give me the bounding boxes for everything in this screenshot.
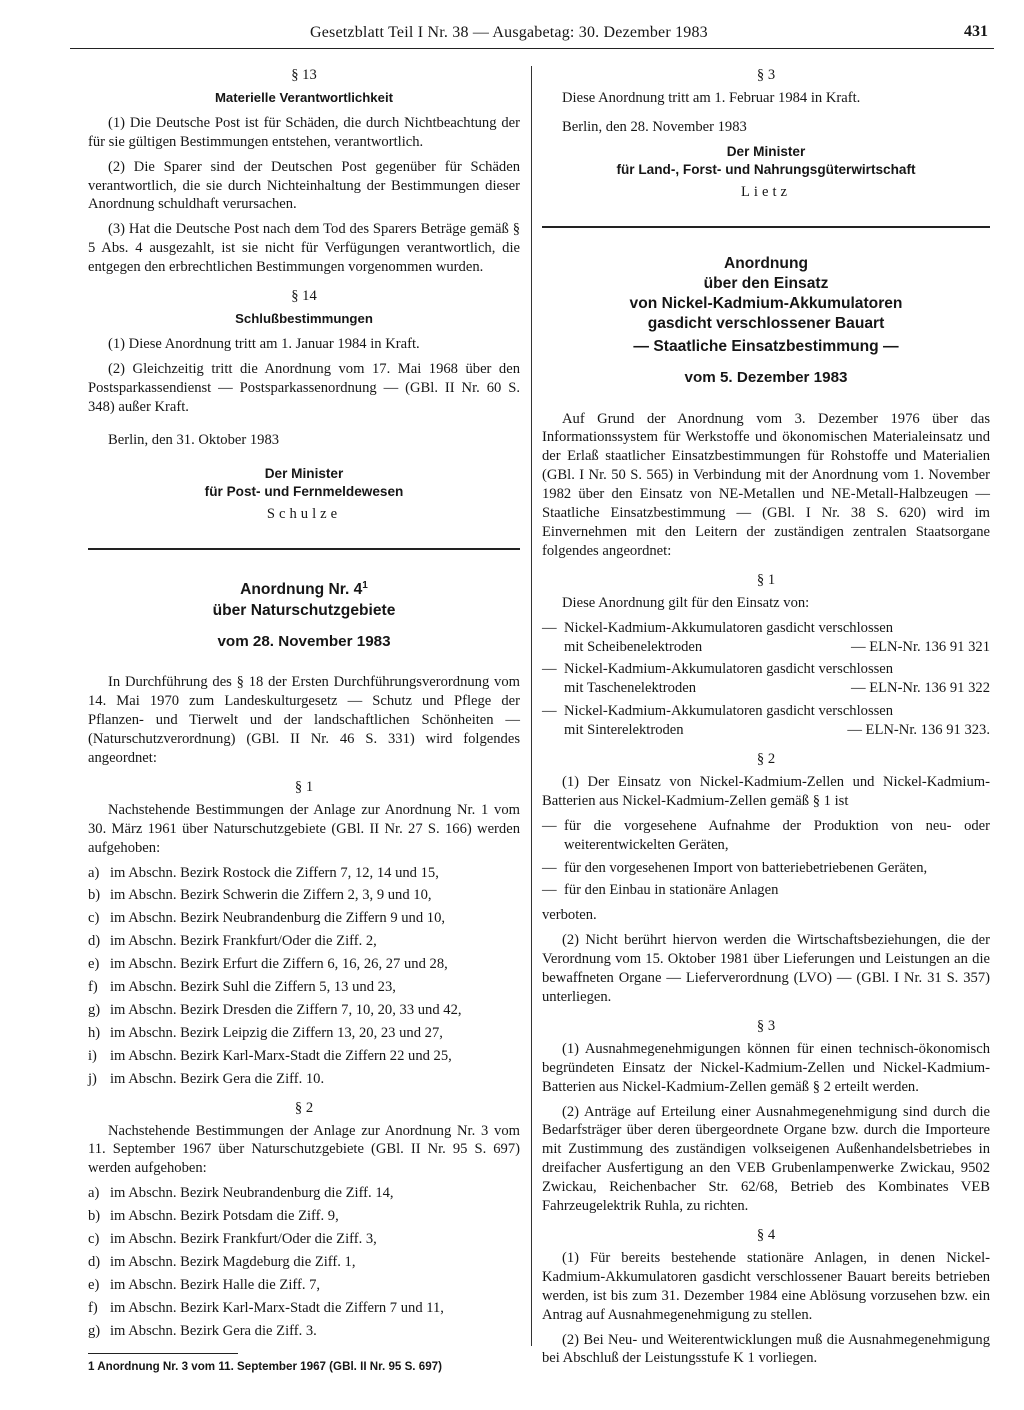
paragraph: Diese Anordnung tritt am 1. Februar 1984 in Kraft. [562, 89, 861, 106]
list-item: — Nickel-Kadmium-Akkumulatoren gasdicht verschlossen mit Taschenelektroden — ELN-Nr. 136 91 322 [542, 661, 990, 697]
paragraph: (1) Diese Anordnung tritt am 1. Januar 1984 in Kraft. [108, 335, 420, 352]
section-sign: § 1 [294, 778, 314, 795]
document-title: Anordnung [723, 254, 808, 272]
list-item: — für den vorgesehenen Import von batteriebetriebenen Geräten, [542, 859, 928, 876]
signer-name: Lietz [741, 183, 791, 200]
footnote: 1 Anordnung Nr. 3 vom 11. September 1967 (GBl. II Nr. 95 S. 697) [88, 1359, 442, 1373]
document-title-line: über Naturschutzgebiete [212, 601, 396, 619]
list-item: a) im Abschn. Bezirk Neubrandenburg die Ziff. 14, [88, 1185, 394, 1202]
section-rule [88, 548, 520, 550]
signer-name: Schulze [266, 506, 342, 523]
section-sign: § 2 [756, 751, 776, 768]
list-item: c) im Abschn. Bezirk Neubrandenburg die Ziffern 9 und 10, [88, 910, 446, 927]
document-title-line: gasdicht verschlossener Bauart [647, 314, 885, 332]
paragraph: (2) Nicht berührt hiervon werden die Wirtschaftsbeziehungen, die der Verordnung vom 15. Oktober 1981 über Lieferungen und Leistungen an die bewaffneten Organe — Lieferverordnung (LVO) — (GBl. I Nr. 31 S. 357) unterliegen. [542, 932, 990, 1005]
paragraph: (1) Ausnahmegenehmigungen können für einen technisch-ökonomisch begründeten Einsatz der Nickel-Kadmium-Zellen und Nickel-Kadmium-Batterien aus Nickel-Kadmium-Zellen gemäß § 2 erteilt werden. [542, 1040, 990, 1095]
footnote-rule [88, 1353, 238, 1354]
list-item: b) im Abschn. Bezirk Schwerin die Ziffern 2, 3, 9 und 10, [88, 887, 432, 904]
list-item: e) im Abschn. Bezirk Erfurt die Ziffern 6, 16, 26, 27 und 28, [88, 956, 448, 973]
section-sign: § 13 [291, 67, 317, 83]
paragraph: Diese Anordnung gilt für den Einsatz von: [562, 594, 810, 611]
paragraph: verboten. [542, 907, 597, 924]
paragraph: (1) Für bereits bestehende stationäre Anlagen, in denen Nickel-Kadmium-Akkumulatoren gasdicht verschlossener Bauart bereits betrieben werden, ist bis zum 31. Dezember 1984 eine Ablösung vorzusehen bzw. ein Antrag auf Ausnahmegenehmigung zu stellen. [542, 1249, 990, 1323]
document-title: Anordnung Nr. $4^1$ [240, 580, 368, 599]
signer-ministry: für Post- und Fernmeldewesen [204, 484, 404, 500]
section-heading: Materielle Verantwortlichkeit [214, 89, 394, 105]
paragraph: (1) Die Deutsche Post ist für Schäden, die durch Nichtbeachtung der für sie gültigen Bestimmungen entstehen, verantwortlich. [88, 114, 520, 150]
document-title-line: von Nickel-Kadmium-Akkumulatoren [629, 294, 903, 312]
paragraph: (2) Anträge auf Erteilung einer Ausnahmegenehmigung sind durch die Bedarfsträger über deren übergeordnete Organe bzw. durch die Importeure mit Zustimmung des zuständigen volkseigenen Außenhandelsbetriebes in dreifacher Ausfertigung an den VEB Grubenlampenwerke Zwickau, 9502 Zwickau, Reichenbacher Str. 62/68, Betrieb des Kombinates VEB Fahrzeugelektrik Ruhla, zu richten. [542, 1103, 990, 1215]
paragraph: (1) Der Einsatz von Nickel-Kadmium-Zellen und Nickel-Kadmium-Batterien aus Nickel-Kadmium-Zellen gemäß § 1 ist [542, 773, 990, 809]
section-sign: § 1 [756, 571, 776, 588]
signer-ministry: für Land-, Forst- und Nahrungsgüterwirtschaft [616, 161, 916, 177]
list-item: — für den Einbau in stationäre Anlagen [542, 882, 779, 899]
paragraph: (2) Die Sparer sind der Deutschen Post gegenüber für Schäden verantwortlich, die sie durch Nichteinhaltung der Bestimmungen dieser Anordnung schuldhaft verursachen. [88, 158, 520, 213]
list-item: d) im Abschn. Bezirk Magdeburg die Ziff. 1, [88, 1253, 356, 1270]
section-sign: § 2 [294, 1099, 314, 1116]
paragraph: (3) Hat die Deutsche Post nach dem Tod des Sparers Beträge gemäß § 5 Abs. 4 ausgezahlt, ist sie nicht für Verfügungen verantwortlich, die entgegen den erbrechtlichen Bestimmungen vorgenommen wurden. [88, 221, 520, 276]
page-number: 431 [964, 23, 988, 40]
document-date: vom 5. Dezember 1983 [684, 368, 848, 386]
repeal-list [88, 864, 520, 1089]
section-sign: § 4 [756, 1226, 776, 1243]
list-item: — Nickel-Kadmium-Akkumulatoren gasdicht verschlossen mit Scheibenelektroden — ELN-Nr. 136 91 321 [542, 619, 990, 655]
sign-place-date: Berlin, den 28. November 1983 [562, 118, 747, 135]
list-item: c) im Abschn. Bezirk Frankfurt/Oder die Ziff. 3, [88, 1231, 377, 1248]
repeal-list [88, 1184, 520, 1340]
running-title: Gesetzblatt Teil I Nr. 38 — Ausgabetag: 30. Dezember 1983 [310, 24, 708, 41]
signer-title: Der Minister [264, 466, 344, 482]
document-subtitle: — Staatliche Einsatzbestimmung — [633, 337, 899, 355]
list-item: — für die vorgesehene Aufnahme der Produktion von neu- oder weiterentwickelten Geräten, [542, 817, 990, 853]
preamble: Auf Grund der Anordnung vom 3. Dezember 1976 über das Informationssystem für Werkstoffe und ökonomischen Materialeinsatz und der Erlaß staatlicher Einsatzbestimmungen für Rohstoffe und Materialien (GBl. I Nr. 50 S. 565) in Verbindung mit der Anordnung vom 1. November 1982 über den Einsatz von NE-Metallen und NE-Metall-Halbzeugen — Staatliche Einsatzbestimmung — (GBl. I Nr. 38 S. 620) wird im Einvernehmen mit den Leitern der zuständigen zentralen Staatsorgane folgendes angeordnet: [542, 410, 990, 559]
list-item: e) im Abschn. Bezirk Halle die Ziff. 7, [88, 1276, 321, 1293]
list-item: g) im Abschn. Bezirk Dresden die Ziffern 7, 10, 20, 33 und 42, [88, 1002, 462, 1018]
document-title-line: über den Einsatz [703, 274, 829, 292]
paragraph: (2) Gleichzeitig tritt die Anordnung vom 17. Mai 1968 über den Postsparkassendienst — Postsparkassenordnung — (GBl. II Nr. 60 S. 348) außer Kraft. [88, 360, 520, 415]
section-heading: Schlußbestimmungen [235, 310, 373, 326]
list-item: g) im Abschn. Bezirk Gera die Ziff. 3. [88, 1322, 317, 1339]
list-item: — Nickel-Kadmium-Akkumulatoren gasdicht verschlossen mit Sinterelektroden — ELN-Nr. 136 91 323. [542, 703, 990, 739]
page-header [70, 22, 994, 49]
list-item: h) im Abschn. Bezirk Leipzig die Ziffern 13, 20, 23 und 27, [88, 1024, 443, 1041]
left-column [88, 66, 520, 1377]
signer-title: Der Minister [726, 143, 806, 159]
list-item: d) im Abschn. Bezirk Frankfurt/Oder die Ziff. 2, [88, 933, 377, 950]
list-item: i) im Abschn. Bezirk Karl-Marx-Stadt die Ziffern 22 und 25, [88, 1047, 452, 1064]
preamble: In Durchführung des § 18 der Ersten Durchführungsverordnung vom 14. Mai 1970 zum Landeskulturgesetz — Schutz und Pflege der Pflanzen- und Tierwelt und der landschaftlichen Schönheiten — (Naturschutzverordnung) (GBl. II Nr. 46 S. 331) wird folgendes angeordnet: [88, 674, 520, 767]
section-sign: § 3 [756, 67, 776, 83]
sign-place-date: Berlin, den 31. Oktober 1983 [108, 431, 280, 448]
document-date: vom 28. November 1983 [217, 632, 391, 650]
section-sign: § 14 [291, 288, 317, 305]
right-column [542, 66, 990, 1374]
list-item: a) im Abschn. Bezirk Rostock die Ziffern 7, 12, 14 und 15, [88, 864, 439, 881]
section-sign: § 3 [756, 1017, 776, 1034]
paragraph: Nachstehende Bestimmungen der Anlage zur Anordnung Nr. 3 vom 11. September 1967 über Naturschutzgebiete (GBl. II Nr. 95 S. 697) werden aufgehoben: [88, 1122, 520, 1177]
section-rule [542, 226, 990, 228]
list-item: f) im Abschn. Bezirk Suhl die Ziffern 5, 13 und 23, [88, 979, 396, 996]
list-item: j) im Abschn. Bezirk Gera die Ziff. 10. [88, 1070, 325, 1087]
list-item: b) im Abschn. Bezirk Potsdam die Ziff. 9, [88, 1208, 339, 1225]
column-divider [531, 66, 532, 1346]
paragraph: (2) Bei Neu- und Weiterentwicklungen muß die Ausnahmegenehmigung bei Abschluß der Leistungsstufe K 1 vorliegen. [542, 1331, 990, 1367]
list-item: f) im Abschn. Bezirk Karl-Marx-Stadt die Ziffern 7 und 11, [88, 1299, 444, 1316]
paragraph: Nachstehende Bestimmungen der Anlage zur Anordnung Nr. 1 vom 30. März 1961 über Naturschutzgebiete (GBl. II Nr. 27 S. 166) werden aufgehoben: [88, 801, 520, 856]
prohibition-list [542, 817, 990, 901]
scope-list [542, 619, 990, 740]
